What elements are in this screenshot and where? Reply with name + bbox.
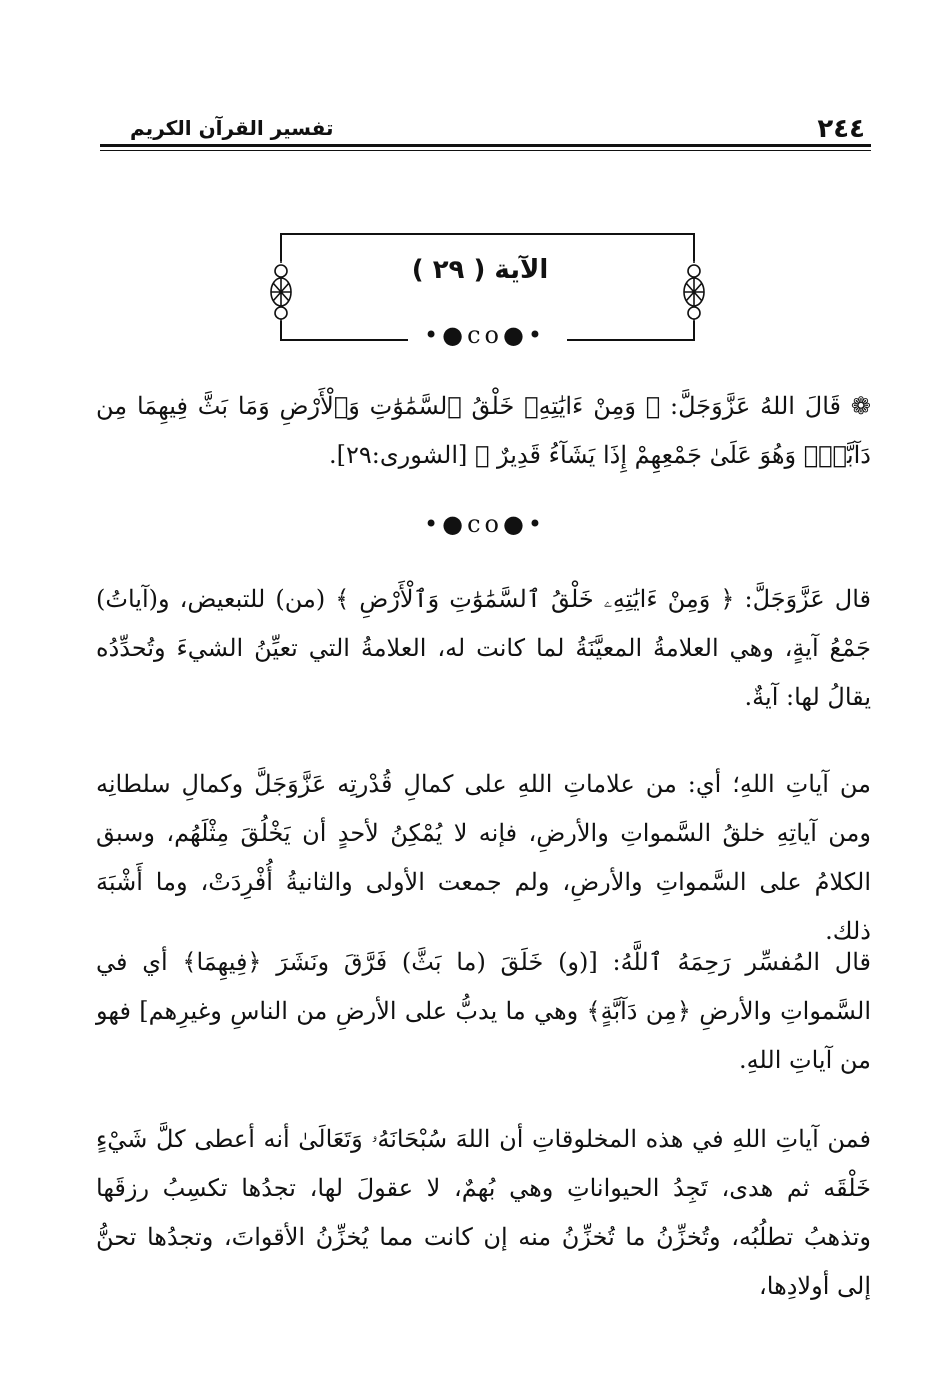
flower-marker-icon: ❁ (850, 392, 871, 420)
verse-heading-frame (250, 225, 710, 350)
page-header (100, 108, 871, 146)
running-title: تفسير القرآن الكريم (130, 116, 334, 140)
page-number: ٢٤٤ (817, 114, 865, 144)
header-rule-thin (100, 150, 871, 151)
paragraph-4: فمن آياتِ اللهِ في هذه المخلوقاتِ أن اللهَ سُبْحَانَهُۥ وَتَعَالَىٰ أنه أعطى كلَّ شَيْءٍ خَلْقَه ثم هدى، تَجِدُ الحيواناتِ وهي بُهمٌ، لا عقولَ لها، تجدُها تكسِبُ رزقَها وتذهبُ تطلُبُه، وتُخزِّنُ ما تُخزِّنُ منه إن كانت مما يُخزِّنُ الأقواتَ، وتجدُها تحنُّ إلى أولادِها، (96, 1125, 871, 1300)
heading-ornament: •●co●• (424, 321, 547, 349)
quran-quote-text: قَالَ اللهُ عَزَّوَجَلَّ: ﴿ وَمِنْ ءَايَٰتِهِۦ خَلْقُ ٱلسَّمَٰوَٰتِ وَٱلْأَرْضِ وَمَا بَثَّ فِيهِمَا مِن دَآبَّةٍۚ وَهُوَ عَلَىٰ جَمْعِهِمْ إِذَا يَشَآءُ قَدِيرٌ ﴾ [الشورى:٢٩]. (96, 392, 871, 469)
header-rule-thick (100, 144, 871, 147)
section-separator: •●co●• (424, 510, 547, 538)
frame-bottom-right (567, 339, 695, 341)
verse-heading: الآية ( ٢٩ ) (411, 255, 549, 285)
frame-top-line (280, 233, 695, 235)
paragraph-1: قال عَزَّوَجَلَّ: ﴿ وَمِنْ ءَايَٰتِهِۦ خَلْقُ ٱلسَّمَٰوَٰتِ وَٱلْأَرْضِ ﴾ (من) للتبعيض، و(آياتُ) جَمْعُ آيةٍ، وهي العلامةُ المعيَّنَةُ لما كانت له، العلامةُ التي تعيِّنُ الشيءَ وتُحدِّدُه يقالُ لها: آيةٌ. (96, 585, 871, 711)
quran-quote (96, 382, 871, 480)
paragraph-2: من آياتِ اللهِ؛ أي: من علاماتِ اللهِ على كمالِ قُدْرتِه عَزَّوَجَلَّ وكمالِ سلطانِه ومن آياتِهِ خلقُ السَّمواتِ والأرضِ، فإنه لا يُمْكِنُ لأحدٍ أن يَخْلُقَ مِثْلَهُم، وسبق الكلامُ على السَّمواتِ والأرضِ، ولم جمعت الأولى والثانيةُ أُفْرِدَتْ، وما أَشْبَهَ ذلك. (96, 770, 871, 945)
frame-bottom-left (280, 339, 408, 341)
paragraph-3: قال المُفسِّر رَحِمَهُ ٱللَّهُ: [(و) خَلَقَ (ما بَثَّ) فَرَّقَ ونَشَرَ ﴿فِيهِمَا﴾ أي في السَّمواتِ والأرضِ ﴿مِن دَآبَّةٍ﴾ وهي ما يدبُّ على الأرضِ من الناسِ وغيرِهم] فهو من آياتِ اللهِ. (96, 948, 871, 1074)
